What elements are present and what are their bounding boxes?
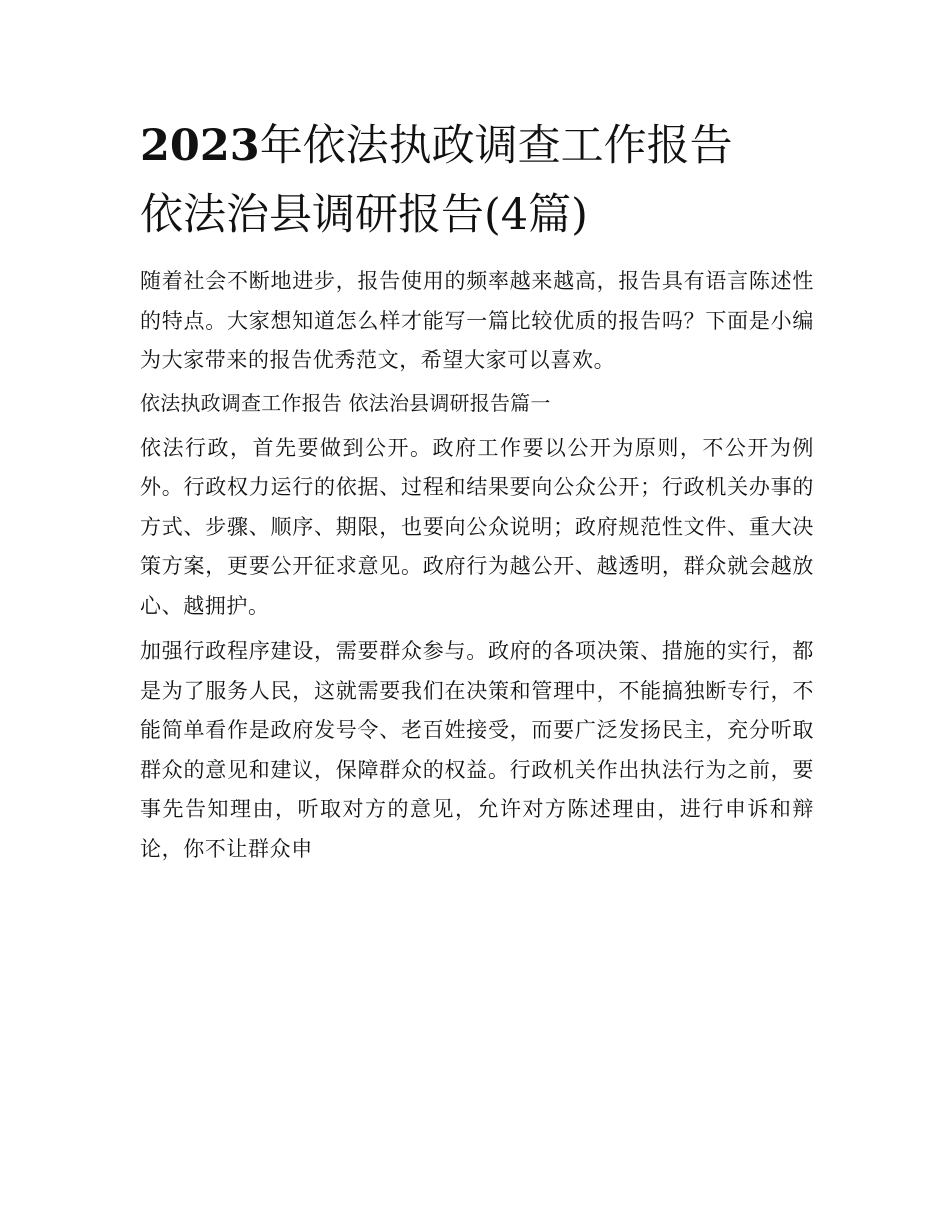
intro-paragraph: 随着社会不断地进步，报告使用的频率越来越高，报告具有语言陈述性的特点。大家想知道怎么样才能写一篇比较优质的报告吗？下面是小编为大家带来的报告优秀范文，希望大家可以喜欢。: [140, 269, 814, 372]
document-content: [140, 112, 814, 869]
body-paragraph-1: 依法行政，首先要做到公开。政府工作要以公开为原则，不公开为例外。行政权力运行的依据、过程和结果要向公众公开；行政机关办事的方式、步骤、顺序、期限，也要向公众说明；政府规范性文件、重大决策方案，更要公开征求意见。政府行为越公开、越透明，群众就会越放心、越拥护。: [140, 435, 814, 618]
body-paragraph-2: 加强行政程序建设，需要群众参与。政府的各项决策、措施的实行，都是为了服务人民，这就需要我们在决策和管理中，不能搞独断专行，不能简单看作是政府发号令、老百姓接受，而要广泛发扬民主，充分听取群众的意见和建议，保障群众的权益。行政机关作出执法行为之前，要事先告知理由，听取对方的意见，允许对方陈述理由，进行申诉和辩论，你不让群众申: [140, 639, 814, 861]
title-line-1-text: 年依法执政调查工作报告: [259, 121, 733, 171]
title-line-2: 依法治县调研报告(4篇): [140, 190, 588, 240]
title-year: 2023: [140, 121, 260, 171]
title-line-1: [140, 112, 814, 181]
section-heading: 依法执政调查工作报告 依法治县调研报告篇一: [140, 390, 551, 415]
document-title: [140, 112, 814, 250]
